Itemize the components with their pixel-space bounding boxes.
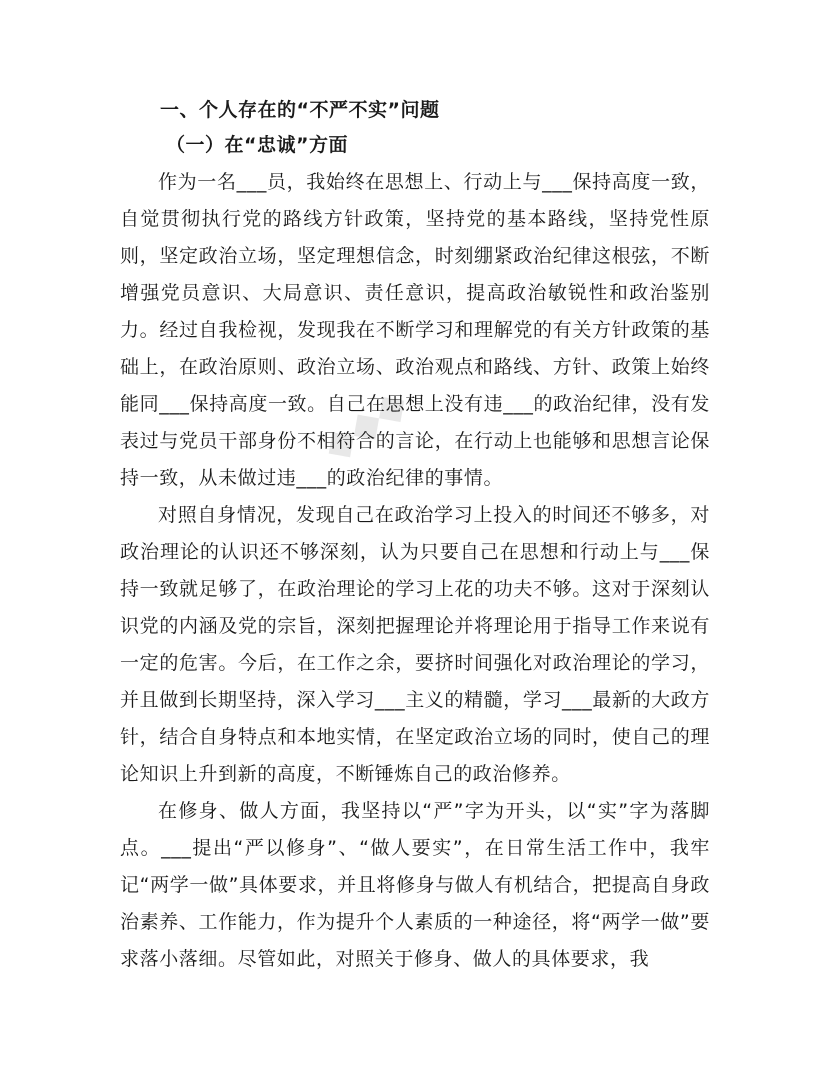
paragraph-3: 在修身、做人方面，我坚持以“严”字为开头，以“实”字为落脚点。___提出“严以修身”、“做人要实”，在日常生活工作中，我牢记“两学一做”具体要求，并且将修身与做人有机结合，把提高自身政治素养、工作能力，作为提升个人素质的一种途径，将“两学一做”要求落小落细。尽管如此，对照关于修身、做人的具体要求，我 (120, 800, 710, 970)
subsection-heading: （一）在“忠诚”方面 (166, 134, 348, 156)
section-heading: 一、个人存在的“不严不实”问题 (160, 99, 440, 121)
paragraph-2: 对照自身情况，发现自己在政治学习上投入的时间还不够多，对政治理论的认识还不够深刻，认为只要自己在思想和行动上与___保持一致就足够了，在政治理论的学习上花的功夫不够。这对于深刻认识党的内涵及党的宗旨，深刻把握理论并将理论用于指导工作来说有一定的危害。今后，在工作之余，要挤时间强化对政治理论的学习，并且做到长期坚持，深入学习___主义的精髓，学习___最新的大政方针，结合自身特点和本地实情，在坚定政治立场的同时，使自己的理论知识上升到新的高度，不断锤炼自己的政治修养。 (120, 504, 710, 785)
document-body (120, 94, 710, 978)
watermark: ◆◆◆ (313, 379, 416, 471)
paragraph-1: 作为一名___员，我始终在思想上、行动上与___保持高度一致，自觉贯彻执行党的路线方针政策，坚持党的基本路线，坚持党性原则，坚定政治立场，坚定理想信念，时刻绷紧政治纪律这根弦，不断增强党员意识、大局意识、责任意识，提高政治敏锐性和政治鉴别力。经过自我检视，发现我在不断学习和理解党的有关方针政策的基础上，在政治原则、政治立场、政治观点和路线、方针、政策上始终能同___保持高度一致。自己在思想上没有违___的政治纪律，没有发表过与党员干部身份不相符合的言论，在行动上也能够和思想言论保持一致，从未做过违___的政治纪律的事情。 (120, 171, 710, 489)
